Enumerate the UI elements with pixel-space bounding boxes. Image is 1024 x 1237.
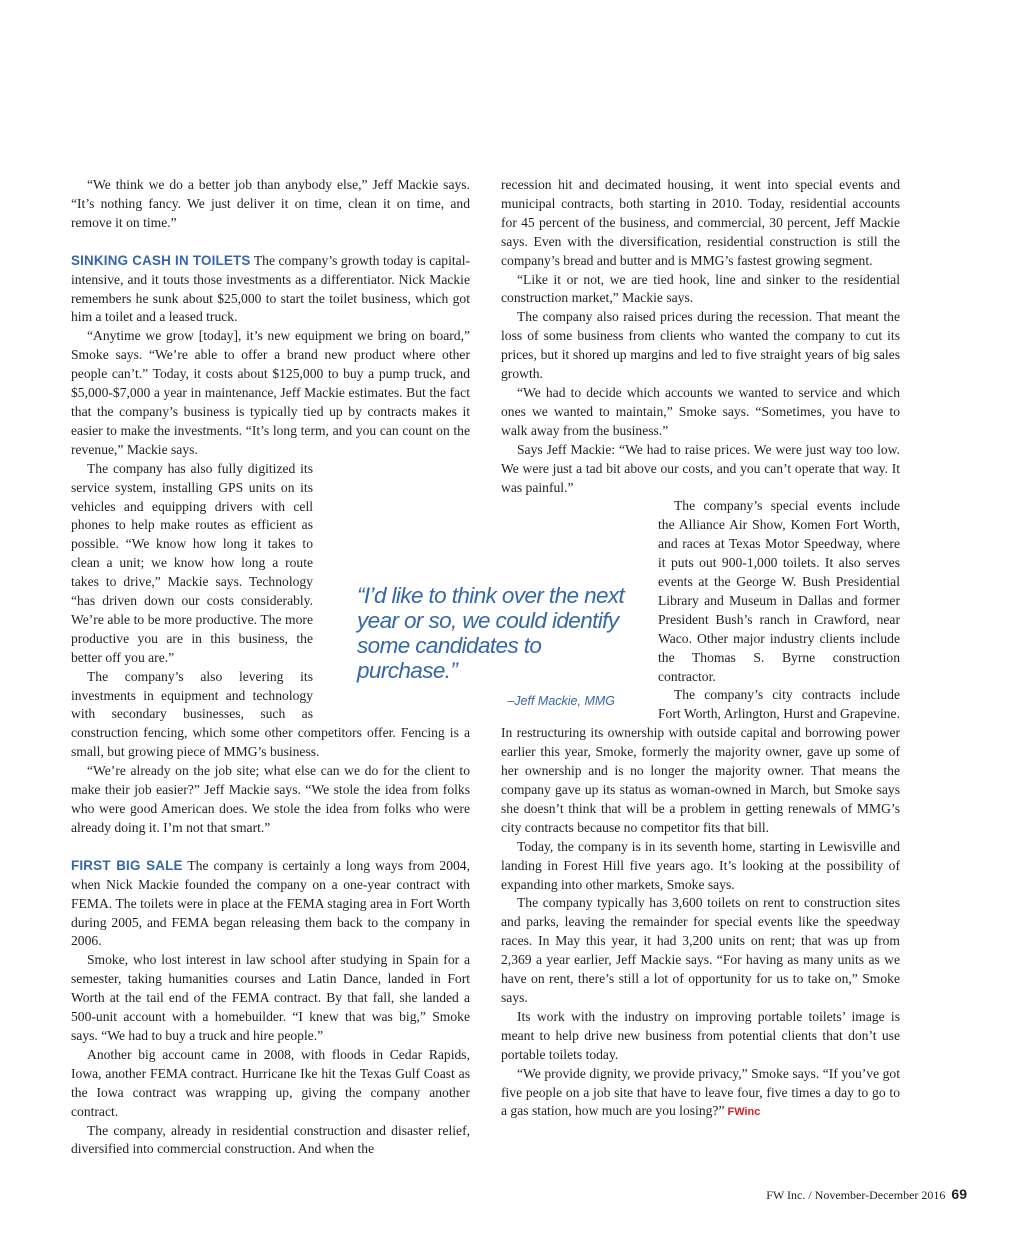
paragraph: “Anytime we grow [today], it’s new equipment we bring on board,” Smoke says. “We’re able to offer a brand new product where other people can’t.” Today, it costs about $125,000 to buy a pump truck, and $5,000-$7,000 a year in maintenance, Jeff Mackie estimates. But the fact that the company’s business is typically tied up by contracts makes it easier to make the investments. “It’s long term, and you can count on the revenue,” Mackie says. bbox=[71, 328, 470, 457]
paragraph-text: The company’s growth today is capital-intensive, and it touts those investments as a differentiator. Nick Mackie remembers he sunk about $25,000 to start the toilet business, which got him a toilet and a leased truck. bbox=[71, 252, 470, 325]
signoff-logo: FWinc bbox=[727, 1106, 761, 1119]
pull-quote: “I’d like to think over the next year or so, we could identify some candidates to purchase.” bbox=[357, 583, 625, 683]
paragraph-text: The company is certainly a long ways from 2004, when Nick Mackie founded the company on a one-year contract with FEMA. The toilets were in place at the FEMA staging area in Fort Worth during 2005, and FEMA began releasing them back to the company in 2006. bbox=[71, 857, 470, 949]
paragraph bbox=[71, 857, 470, 952]
paragraph: Another big account came in 2008, with floods in Cedar Rapids, Iowa, another FEMA contract. Hurricane Ike hit the Texas Gulf Coast as the Iowa contract was wrapping up, giving the company another contract. bbox=[71, 1046, 470, 1119]
pull-quote-attribution: –Jeff Mackie, MMG bbox=[507, 694, 615, 708]
paragraph: The company’s special events include the Alliance Air Show, Komen Fort Worth, and races at Texas Motor Speedway, where it puts out 900-1,000 toilets. It also serves events at the George W. Bush Presidential Library and Museum in Dallas and former President Bush’s ranch in Crawford, near Waco. Other major industry clients include the Thomas S. Byrne construction contractor. bbox=[658, 498, 900, 684]
paragraph: “We think we do a better job than anybody else,” Jeff Mackie says. “It’s nothing fancy. We just deliver it on time, clean it on time, and remove it on time.” bbox=[71, 177, 470, 230]
paragraph: “Like it or not, we are tied hook, line and sinker to the residential construction market,” Mackie says. bbox=[501, 271, 900, 306]
paragraph: recession hit and decimated housing, it went into special events and municipal contracts, both starting in 2010. Today, residential accounts for 45 percent of the business, and commercial, 30 percent, Jeff Mackie says. Even with the diversification, residential construction is still the company’s bread and butter and is MMG’s fastest growing segment. bbox=[501, 177, 900, 268]
paragraph: The company also raised prices during the recession. That meant the loss of some business from clients who wanted the company to cut its prices, but it shored up margins and led to five straight years of big sales growth. bbox=[501, 309, 900, 382]
section-heading: FIRST BIG SALE bbox=[71, 857, 183, 873]
page-number: 69 bbox=[951, 1186, 967, 1202]
page-footer bbox=[766, 1186, 967, 1203]
paragraph-text: “We provide dignity, we provide privacy,” Smoke says. “If you’ve got five people on a job site that have to leave four, five times a day to go to a gas station, how much are you losing?” bbox=[501, 1065, 900, 1119]
paragraph: Smoke, who lost interest in law school after studying in Spain for a semester, taking humanities courses and Latin Dance, landed in Fort Worth at the tail end of the FEMA contract. By that fall, she landed a 500-unit account with a homebuilder. “I knew that was big,” Smoke says. “We had to buy a truck and hire people.” bbox=[71, 952, 470, 1043]
paragraph: Today, the company is in its seventh home, starting in Lewisville and landing in Forest Hill five years ago. It’s looking at the possibility of expanding into other markets, Smoke says. bbox=[501, 838, 900, 892]
paragraph: The company’s also levering its investments in equipment and technology with secondary businesses, such as construction fencing, which some other competitors offer. Fencing is a small, but growing piece of MMG’s business. bbox=[71, 668, 470, 760]
publication-info: FW Inc. / November-December 2016 bbox=[766, 1188, 946, 1202]
paragraph: The company’s city contracts include Fort Worth, Arlington, Hurst and Grapevine. In restructuring its ownership with outside capital and borrowing power earlier this year, Smoke, formerly the majority owner, gave up some of her ownership and is no longer the majority owner. That means the company gave up its status as woman-owned in March, but Smoke says she doesn’t think that will be a problem in getting renewals of MMG’s city contracts because no competitor fits that bill. bbox=[501, 687, 900, 835]
paragraph: Says Jeff Mackie: “We had to raise prices. We were just way too low. We were just a tad bit above our costs, and you can’t operate that way. It was painful.” bbox=[501, 441, 900, 495]
paragraph bbox=[501, 1065, 900, 1123]
paragraph: “We had to decide which accounts we wanted to service and which ones we wanted to maintain,” Smoke says. “Sometimes, you have to walk away from the business.” bbox=[501, 384, 900, 438]
paragraph: “We’re already on the job site; what else can we do for the client to make their job easier?” Jeff Mackie says. “We stole the idea from folks who were good American does. We stole the idea from folks who were already doing it. I’m not that smart.” bbox=[71, 763, 470, 835]
paragraph bbox=[71, 252, 470, 328]
paragraph: The company has also fully digitized its service system, installing GPS units on its vehicles and equipping drivers with cell phones to help make routes as efficient as possible. “We know how long it takes to clean a unit; we know how long a route takes to drive,” Mackie says. Technology “has driven down our costs considerably. We’re able to be more productive. The more productive you are in this business, the better off you are.” bbox=[71, 460, 313, 665]
paragraph: Its work with the industry on improving portable toilets’ image is meant to help drive new business from potential clients that don’t use portable toilets today. bbox=[501, 1008, 900, 1062]
paragraph: The company, already in residential construction and disaster relief, diversified into commercial construction. And when the bbox=[71, 1122, 470, 1157]
section-heading: SINKING CASH IN TOILETS bbox=[71, 252, 251, 268]
paragraph: The company typically has 3,600 toilets on rent to construction sites and parks, leaving the remainder for special events like the speedway races. In May this year, it had 3,200 units on rent; that was up from 2,369 a year earlier, Jeff Mackie says. “For having as many units as we have on rent, there’s still a lot of opportunity for us to take on,” Smoke says. bbox=[501, 895, 900, 1005]
